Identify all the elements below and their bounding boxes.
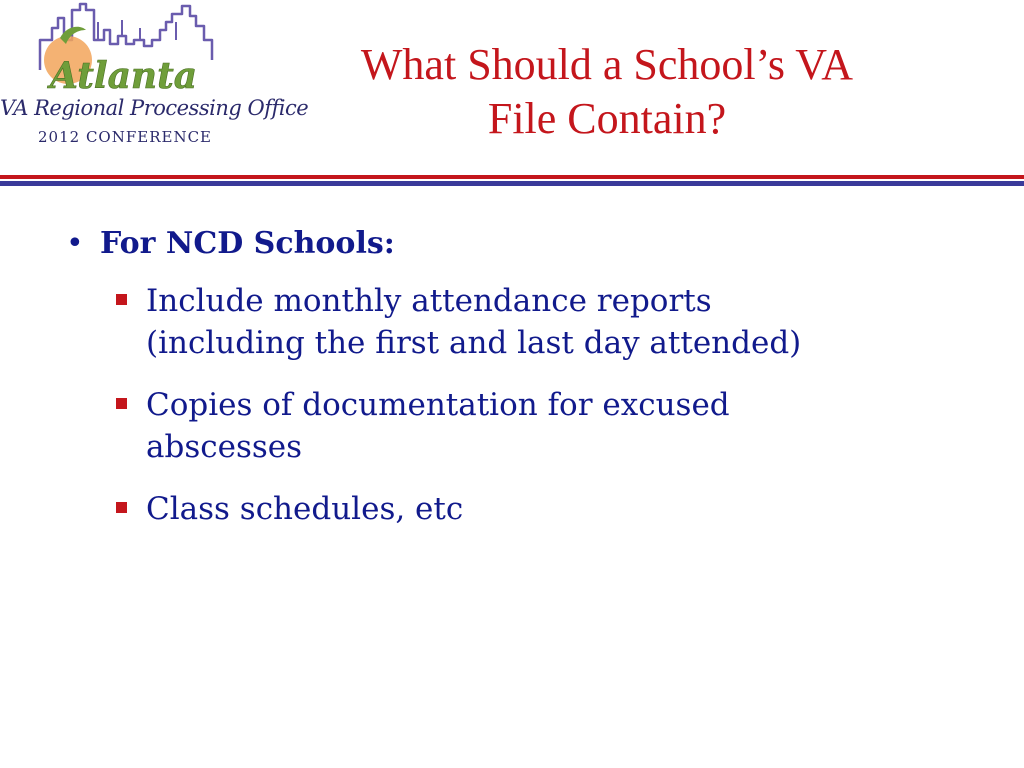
square-bullet-icon — [116, 502, 127, 513]
sub-bullet-line: (including the first and last day attended) — [146, 325, 802, 361]
logo-office-name: VA Regional Processing Office — [0, 96, 309, 120]
bullet-heading — [64, 224, 984, 264]
sub-bullet-item — [64, 488, 984, 530]
sub-bullet-item — [64, 280, 984, 364]
square-bullet-icon — [116, 294, 127, 305]
title-line-2: File Contain? — [487, 94, 727, 143]
logo-conference-year: 2012 CONFERENCE — [38, 128, 212, 146]
sub-bullet-line: Class schedules, etc — [146, 491, 464, 527]
sub-bullet-line: Copies of documentation for excused — [146, 387, 730, 423]
sub-bullet-line: Include monthly attendance reports — [146, 283, 712, 319]
square-bullet-icon — [116, 398, 127, 409]
slide-title — [262, 38, 952, 146]
round-bullet-icon: • — [66, 226, 84, 261]
slide-body — [64, 224, 984, 550]
divider-blue-stripe — [0, 181, 1024, 186]
sub-bullet-item — [64, 384, 984, 468]
bullet-heading-text: For NCD Schools: — [100, 226, 395, 261]
title-line-1: What Should a School’s VA — [360, 40, 854, 89]
logo-script-text: Atlanta — [50, 55, 198, 97]
conference-logo — [0, 0, 309, 170]
atlanta-skyline-logo — [0, 0, 260, 100]
sub-bullet-line: abscesses — [146, 429, 303, 465]
